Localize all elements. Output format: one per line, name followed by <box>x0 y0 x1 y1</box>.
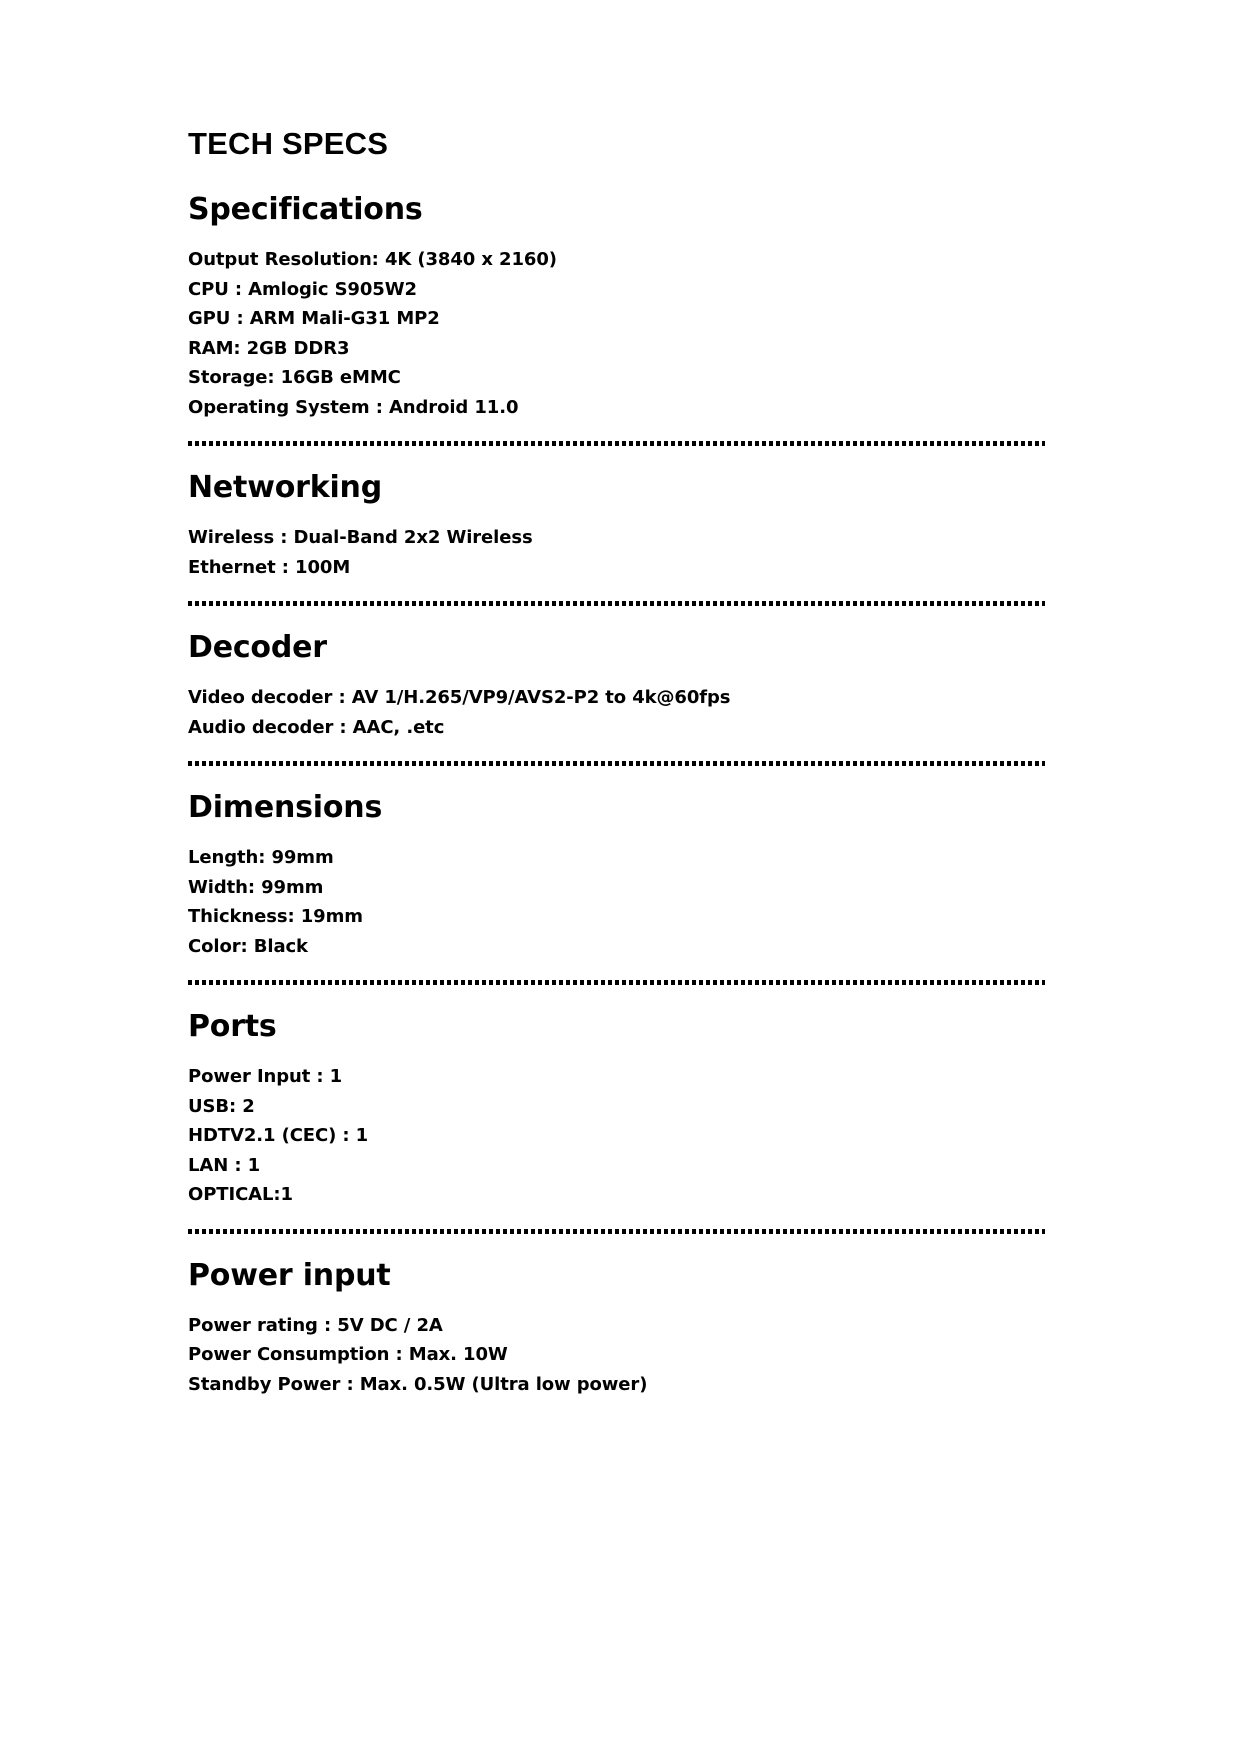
spec-line: RAM: 2GB DDR3 <box>188 337 350 359</box>
spec-line: Wireless : Dual-Band 2x2 Wireless <box>188 527 533 548</box>
page-title: TECH SPECS <box>188 126 389 161</box>
spec-line: Output Resolution: 4K (3840 x 2160) <box>188 249 557 270</box>
spec-list-decoder <box>188 683 1048 742</box>
spec-list-ports <box>188 1062 1048 1210</box>
document-content <box>188 125 1048 1399</box>
section-dimensions <box>188 790 1048 961</box>
spec-line: Ethernet : 100M <box>188 556 351 578</box>
spec-line: Storage: 16GB eMMC <box>188 367 401 388</box>
section-decoder <box>188 630 1048 742</box>
section-heading-ports: Ports <box>188 1009 277 1044</box>
spec-line: Thickness: 19mm <box>188 906 363 927</box>
spec-line: Operating System : Android 11.0 <box>188 396 519 418</box>
spec-line: Power Input : 1 <box>188 1066 343 1087</box>
section-networking <box>188 470 1048 582</box>
section-heading-power-input: Power input <box>188 1257 391 1293</box>
section-divider <box>188 1229 1045 1234</box>
spec-line: Width: 99mm <box>188 876 324 898</box>
spec-line: Color: Black <box>188 935 308 957</box>
spec-list-power-input <box>188 1311 1048 1400</box>
spec-line: GPU : ARM Mali-G31 MP2 <box>188 308 440 329</box>
section-divider <box>188 980 1045 985</box>
spec-line: USB: 2 <box>188 1095 255 1117</box>
section-heading-networking: Networking <box>188 470 382 505</box>
section-heading-specifications: Specifications <box>188 192 423 227</box>
spec-list-specifications <box>188 245 1048 422</box>
spec-line: Standby Power : Max. 0.5W (Ultra low power) <box>188 1373 648 1395</box>
spec-line: Power Consumption : Max. 10W <box>188 1344 508 1365</box>
section-divider <box>188 761 1045 766</box>
spec-line: Length: 99mm <box>188 847 334 868</box>
spec-line: HDTV2.1 (CEC) : 1 <box>188 1125 369 1146</box>
spec-list-dimensions <box>188 843 1048 961</box>
spec-line: Video decoder : AV 1/H.265/VP9/AVS2-P2 to 4k@60fps <box>188 687 731 708</box>
section-specifications <box>188 192 1048 422</box>
section-divider <box>188 441 1045 446</box>
spec-line: OPTICAL:1 <box>188 1184 293 1205</box>
section-ports <box>188 1009 1048 1210</box>
section-heading-decoder: Decoder <box>188 630 327 665</box>
spec-line: Power rating : 5V DC / 2A <box>188 1314 443 1336</box>
spec-line: LAN : 1 <box>188 1154 261 1176</box>
spec-line: Audio decoder : AAC, .etc <box>188 716 445 738</box>
section-heading-dimensions: Dimensions <box>188 790 383 825</box>
section-divider <box>188 601 1045 606</box>
spec-list-networking <box>188 523 1048 582</box>
section-power-input <box>188 1258 1048 1400</box>
spec-line: CPU : Amlogic S905W2 <box>188 278 417 300</box>
